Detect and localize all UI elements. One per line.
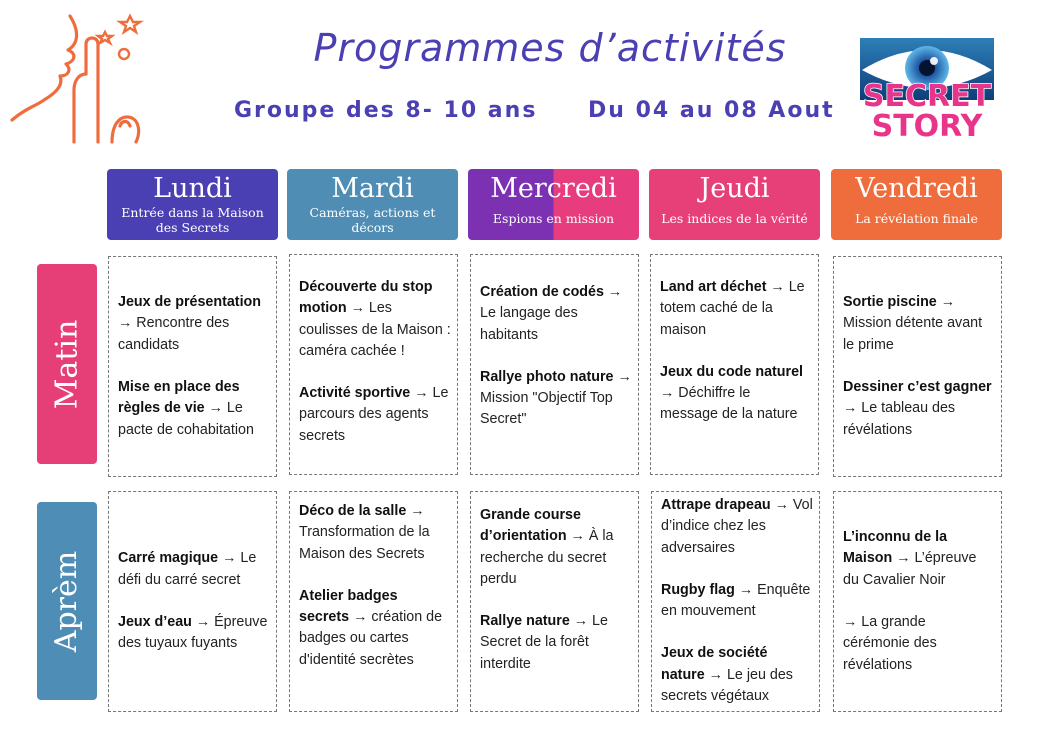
activity: Rallye photo nature → Mission "Objectif Top Secret" <box>480 368 632 428</box>
cell-matin-mardi <box>289 254 458 475</box>
period-label-matin <box>37 264 97 464</box>
day-name: Mardi <box>331 173 414 204</box>
period-text: Matin <box>49 319 85 409</box>
cell-aprem-mardi <box>289 491 458 712</box>
dates-subtitle: Du 04 au 08 Aout <box>588 98 835 123</box>
activity: Jeux de société nature → Le jeu des secrets végétaux <box>661 645 793 705</box>
activity: Découverte du stop motion → Les coulisses de la Maison : caméra cachée ! <box>299 279 451 359</box>
cell-matin-lundi <box>108 256 277 477</box>
activity: Land art déchet → Le totem caché de la maison <box>660 279 805 338</box>
activity: Attrape drapeau → Vol d’indice chez les adversaires <box>661 497 813 556</box>
logo-line1: SECRET <box>862 79 992 114</box>
period-text: Aprèm <box>49 550 85 652</box>
cell-aprem-lundi <box>108 491 277 712</box>
day-theme: Caméras, actions et décors <box>309 205 436 235</box>
activity: Jeux de présentation → Rencontre des candidats <box>118 294 262 353</box>
activity: → La grande cérémonie des révélations <box>843 614 937 673</box>
day-theme: Les indices de la vérité <box>661 211 808 226</box>
activity: Grande course d’orientation → À la recherche du secret perdu <box>480 507 614 587</box>
activity: Rallye nature → Le Secret de la forêt interdite <box>480 613 608 672</box>
shush-illustration-icon <box>8 10 148 150</box>
day-name: Mercredi <box>490 173 617 204</box>
activity: Jeux d’eau → Épreuve des tuyaux fuyants <box>118 614 268 652</box>
activity: Atelier badges secrets → création de badges ou cartes d'identité secrètes <box>299 587 443 668</box>
cell-aprem-jeudi <box>651 491 820 712</box>
cell-matin-mercredi <box>470 254 639 475</box>
activity: Mise en place des règles de vie → Le pacte de cohabitation <box>118 379 254 438</box>
activity: Carré magique → Le défi du carré secret <box>118 550 257 588</box>
logo-line2: STORY <box>871 109 983 142</box>
activity: Création de codés → Le langage des habitants <box>480 284 623 343</box>
cell-aprem-mercredi <box>470 491 639 712</box>
day-name: Jeudi <box>699 173 770 204</box>
day-header-vendredi <box>831 169 1002 240</box>
cell-matin-jeudi <box>650 254 819 475</box>
day-header-lundi <box>107 169 278 240</box>
day-name: Lundi <box>153 173 232 204</box>
day-name: Vendredi <box>855 173 978 204</box>
activity: Rugby flag → Enquête en mouvement <box>661 581 811 620</box>
day-header-mercredi <box>468 169 639 240</box>
activity: L’inconnu de la Maison → L’épreuve du Cavalier Noir <box>843 529 977 588</box>
day-theme: Entrée dans la Maison des Secrets <box>121 205 264 235</box>
day-header-jeudi <box>649 169 820 240</box>
day-theme: La révélation finale <box>855 211 978 226</box>
activity: Déco de la salle → Transformation de la Maison des Secrets <box>299 503 430 562</box>
group-subtitle: Groupe des 8- 10 ans <box>234 98 538 123</box>
page-title: Programmes d’activités <box>313 26 787 70</box>
activity: Activité sportive → Le parcours des agents secrets <box>299 385 449 444</box>
cell-matin-vendredi <box>833 256 1002 477</box>
cell-aprem-vendredi <box>833 491 1002 712</box>
activity: Dessiner c’est gagner → Le tableau des révélations <box>843 379 992 438</box>
day-theme: Espions en mission <box>492 211 615 226</box>
secret-story-logo <box>852 30 1002 142</box>
activity: Sortie piscine → Mission détente avant le prime <box>843 294 983 353</box>
activity: Jeux du code naturel → Déchiffre le message de la nature <box>660 363 804 423</box>
period-label-aprem <box>37 502 97 700</box>
day-header-mardi <box>287 169 458 240</box>
